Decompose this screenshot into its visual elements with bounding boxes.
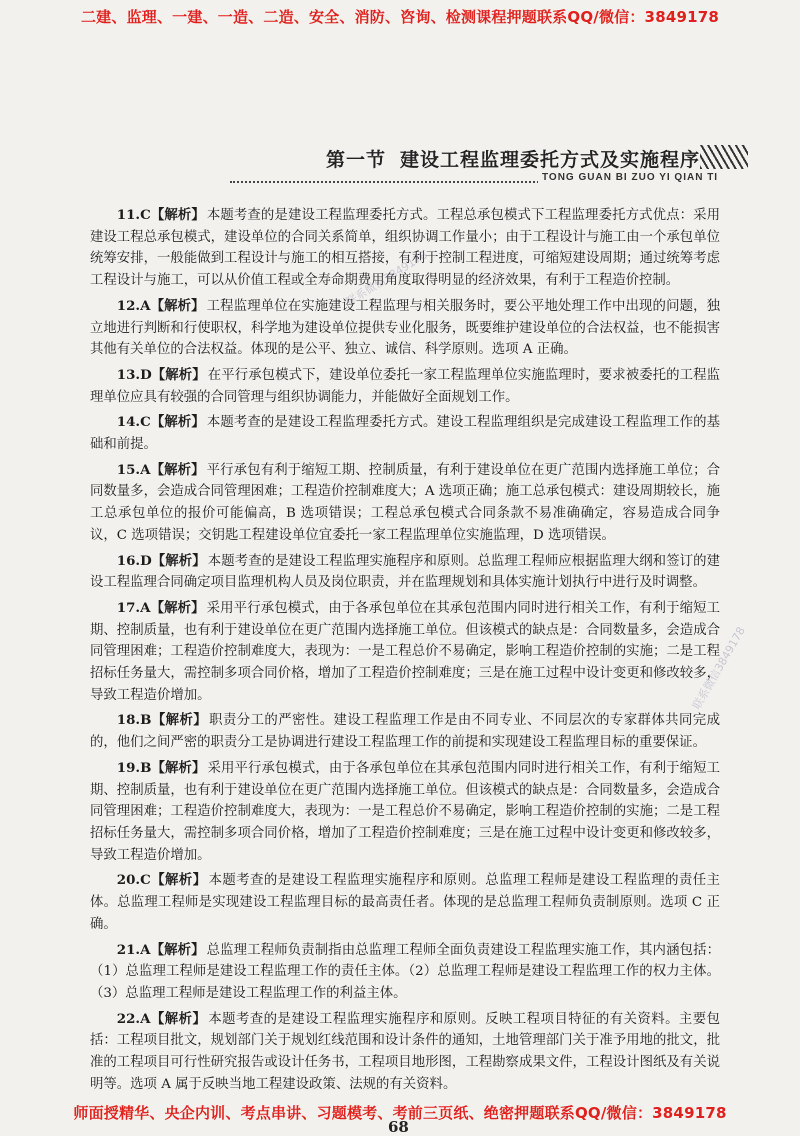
answer-item-19 (90, 758, 720, 867)
section-number: 第一节 (326, 149, 387, 171)
decorative-hatch-icon (700, 145, 748, 169)
answer-item-17 (90, 598, 720, 707)
analysis-text: 工程监理单位在实施建设工程监理与相关服务时，要公平地处理工作中出现的问题，独立地进行判断和行使职权，科学地为建设单位提供专业化服务，既要维护建设单位的合法权益，也不能损害其他有关单位的合法权益。体现的是公平、独立、诚信、科学原则。选项 A 正确。 (90, 298, 720, 358)
bottom-banner: 师面授精华、央企内训、考点串讲、习题模考、考前三页纸、绝密押题联系QQ/微信：3849178 (73, 1104, 727, 1122)
watermark: 联系微信3849178 (343, 248, 430, 309)
analysis-tag: 【解析】 (150, 461, 205, 478)
answer-key: 17.A (116, 599, 151, 616)
answer-key: 12.A (116, 297, 151, 314)
page-number: 68 (388, 1118, 409, 1136)
answer-item-20 (90, 870, 720, 935)
section-heading (326, 145, 700, 172)
analysis-tag: 【解析】 (151, 759, 206, 776)
answer-key: 16.D (116, 552, 152, 569)
analysis-tag: 【解析】 (151, 712, 208, 729)
analysis-text: 在平行承包模式下，建设单位委托一家工程监理单位实施监理时，要求被委托的工程监理单位应具有较强的合同管理与组织协调能力，并能做好全面规划工作。 (90, 367, 721, 405)
analysis-tag: 【解析】 (150, 872, 207, 889)
answer-key: 21.A (116, 941, 151, 958)
answer-key: 11.C (116, 207, 151, 223)
answer-item-18 (90, 710, 720, 753)
analysis-tag: 【解析】 (150, 414, 205, 431)
answer-key: 22.A (116, 1010, 151, 1027)
analysis-tag: 【解析】 (151, 552, 206, 569)
analysis-text: 本题考查的是建设工程监理实施程序和原则。总监理工程师是建设工程监理的责任主体。总监理工程师是实现建设工程监理目标的最高责任者。体现的是总监理工程师负责制原则。选项 C 正确。 (90, 873, 721, 932)
answer-item-12 (90, 296, 720, 361)
analysis-tag: 【解析】 (150, 599, 205, 616)
analysis-text: 本题考查的是建设工程监理委托方式。建设工程监理组织是完成建设工程监理工作的基础和前提。 (90, 415, 721, 453)
analysis-text: 本题考查的是建设工程监理委托方式。工程总承包模式下工程监理委托方式优点：采用建设工程总承包模式，建设单位的合同关系简单，组织协调工作量小；由于工程设计与施工由一个承包单位统筹安排，一般能做到工程设计与施工的相互搭接，有利于控制工程进度，可缩短建设周期；通过统筹考虑工程设计与施工，可以从价值工程或全寿命期费用角度取得明显的经济效果，有利于工程造价控制。 (90, 208, 721, 289)
answer-item-22 (90, 1009, 720, 1096)
top-banner: 二建、监理、一建、一造、二造、安全、消防、咨询、检测课程押题联系QQ/微信：3849178 (80, 8, 720, 26)
answer-key: 20.C (116, 872, 151, 889)
analysis-text: 本题考查的是建设工程监理实施程序和原则。反映工程项目特征的有关资料。主要包括：工程项目批文，规划部门关于规划红线范围和设计条件的通知，土地管理部门关于准予用地的批文，批准的工程项目可行性研究报告或设计任务书，工程项目地形图，工程勘察成果文件，工程设计图纸及有关说明等。选项 A 属于反映当地工程建设政策、法规的有关资料。 (90, 1011, 721, 1092)
analysis-text: 总监理工程师负责制指由总监理工程师全面负责建设工程监理实施工作，其内涵包括：（1）总监理工程师是建设工程监理工作的责任主体。（2）总监理工程师是建设工程监理工作的权力主体。（3）总监理工程师是建设工程监理工作的利益主体。 (90, 942, 720, 1001)
analysis-tag: 【解析】 (150, 941, 205, 958)
answer-key: 19.B (116, 759, 152, 776)
answer-analysis-list (90, 205, 720, 1099)
section-header (230, 143, 750, 198)
section-title: 建设工程监理委托方式及实施程序 (400, 149, 701, 171)
answer-key: 18.B (116, 712, 152, 729)
answer-key: 14.C (116, 414, 151, 431)
answer-key: 15.A (116, 461, 151, 478)
answer-item-15 (90, 460, 720, 547)
section-pinyin: TONG GUAN BI ZUO YI QIAN TI (538, 172, 722, 183)
analysis-text: 平行承包有利于缩短工期、控制质量，有利于建设单位在更广范围内选择施工单位；合同数量多，会造成合同管理困难；工程造价控制难度大；A 选项正确；施工总承包模式：建设周期较长，施工总承包单位的报价可能偏高，B 选项错误；工程总承包模式合同条款不易准确确定，容易造成合同争议，C 选项错误；交钥匙工程建设单位宜委托一家工程监理单位实施监理，D 选项错误。 (90, 462, 720, 543)
answer-item-16 (90, 551, 720, 594)
analysis-text: 采用平行承包模式，由于各承包单位在其承包范围内同时进行相关工作，有利于缩短工期、控制质量，也有利于建设单位在更广范围内选择施工单位。但该模式的缺点是：合同数量多，会造成合同管理困难；工程造价控制难度大，表现为：一是工程总价不易确定，影响工程造价控制的实施；二是工程招标任务量大，需控制多项合同价格，增加了工程造价控制难度；三是在施工过程中设计变更和修改较多，导致工程造价增加。 (90, 760, 721, 863)
analysis-tag: 【解析】 (150, 1010, 207, 1027)
answer-key: 13.D (116, 366, 152, 383)
answer-item-13 (90, 365, 720, 408)
analysis-text: 本题考查的是建设工程监理实施程序和原则。总监理工程师应根据监理大纲和签订的建设工程监理合同确定项目监理机构人员及岗位职责，并在监理规划和具体实施计划执行中进行及时调整。 (90, 553, 721, 591)
answer-item-11 (90, 205, 720, 292)
answer-item-14 (90, 412, 720, 455)
analysis-text: 职责分工的严密性。建设工程监理工作是由不同专业、不同层次的专家群体共同完成的，他们之间严密的职责分工是协调进行建设工程监理工作的前提和实现建设工程监理目标的重要保证。 (90, 713, 721, 751)
analysis-tag: 【解析】 (151, 366, 206, 383)
analysis-tag: 【解析】 (150, 207, 205, 223)
watermark: 联系微信3849178 (690, 624, 748, 712)
answer-item-21 (90, 940, 720, 1005)
analysis-tag: 【解析】 (150, 297, 205, 314)
analysis-text: 采用平行承包模式，由于各承包单位在其承包范围内同时进行相关工作，有利于缩短工期、控制质量，也有利于建设单位在更广范围内选择施工单位。但该模式的缺点是：合同数量多，会造成合同管理困难；工程造价控制难度大，表现为：一是工程总价不易确定，影响工程造价控制的实施；二是工程招标任务量大，需控制多项合同价格，增加了工程造价控制难度；三是在施工过程中设计变更和修改较多，导致工程造价增加。 (90, 600, 720, 703)
